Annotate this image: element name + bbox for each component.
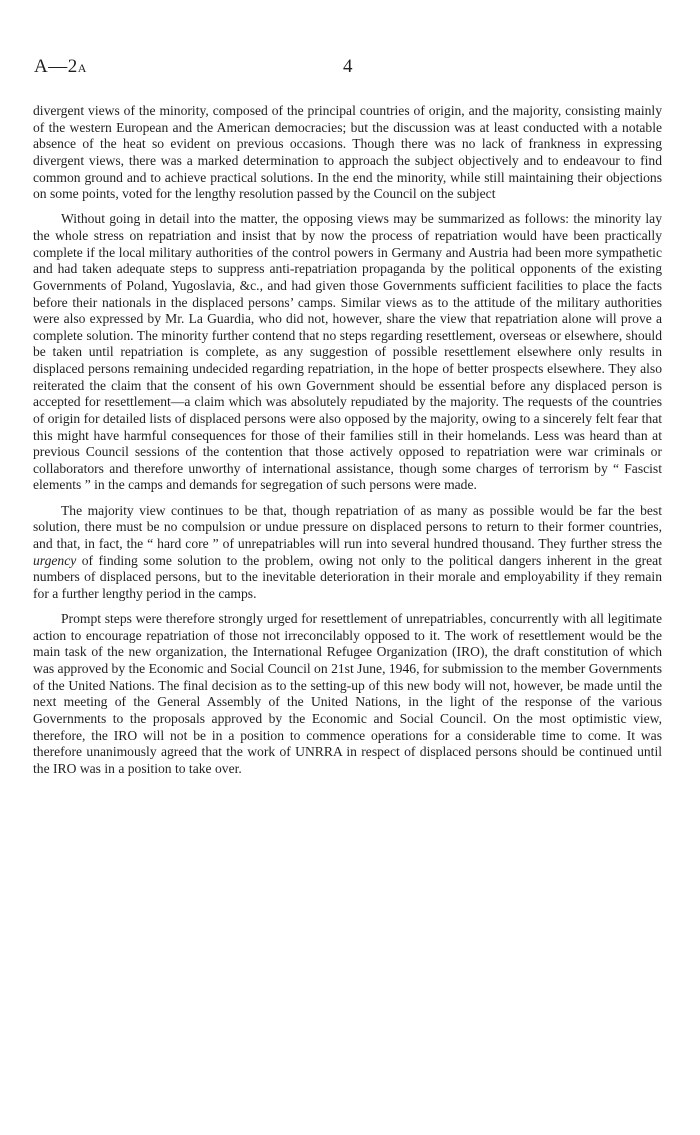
- body-text: [33, 103, 662, 777]
- paragraph-resettlement: Prompt steps were therefore strongly urged for resettlement of unrepatriables, concurrently with all legitimate action to encourage repatriation of those not irreconcilably opposed to it. The work of resettlement would be the main task of the new organization, the International Refugee Organization (IRO), the draft constitution of which was approved by the Economic and Social Council on 21st June, 1946, for submission to the member Governments of the United Nations. The final decision as to the setting-up of this new body will not, however, be made until the next meeting of the General Assembly of the United Nations, in the light of the response of the various Governments to the proposals approved by the Economic and Social Council. On the most optimistic view, therefore, the IRO will not be in a position to commence operations for a considerable time to come. It was therefore unanimously agreed that the work of UNRRA in respect of displaced persons should be continued until the IRO was in a position to take over.: [33, 611, 662, 776]
- document-reference-main: A—2: [34, 56, 78, 77]
- document-reference-suffix: A: [77, 61, 87, 75]
- paragraph-continuation: divergent views of the minority, composed of the principal countries of origin, and the majority, consisting mainly of the western European and the American democracies; but the discussion was at least conducted with a notable absence of the heat so evident on previous occasions. Though there was no lack of frankness in expressing divergent views, there was a marked determination to approach the subject objectively and to endeavour to find common ground and to achieve practical solutions. In the end the minority, while still maintaining their objections on some points, voted for the lengthy resolution passed by the Council on the subject: [33, 103, 662, 202]
- majority-view-text-before: The majority view continues to be that, though repatriation of as many as possible would be far the best solution, there must be no compulsion or undue pressure on displaced persons to return to their former countries, and that, in fact, the “ hard core ” of unrepatriables will run into several hundred thousand. They further stress the: [33, 502, 662, 551]
- document-reference: [34, 56, 87, 78]
- paragraph-opposing-views: Without going in detail into the matter, the opposing views may be summarized as follows: the minority lay the whole stress on repatriation and insist that by now the process of repatriation would have been practically complete if the local military authorities of the control powers in Germany and Austria had been more sympathetic and had taken adequate steps to suppress anti-repatriation propaganda by the political opponents of the existing Governments of Poland, Yugoslavia, &c., and had given those Governments sufficient facilities to place the facts before their nationals in the displaced persons’ camps. Similar views as to the attitude of the military authorities were also expressed by Mr. La Guardia, who did not, however, share the view that repatriation alone will prove a complete solution. The minority further contend that no steps regarding resettlement, overseas or elsewhere, should be taken until repatriation is complete, as any suggestion of possible resettlement elsewhere only results in displaced persons remaining undecided regarding repatriation, in the hope of better prospects elsewhere. They also reiterated the claim that the consent of his own Government should be essential before any displaced person is accepted for resettlement—a claim which was absolutely repudiated by the majority. The requests of the countries of origin for detailed lists of displaced persons were also opposed by the majority, owing to a sincerely felt fear that this might have harmful consequences for those of their families still in their homelands. Less was heard than at previous Council sessions of the contention that those actively opposed to repatriation were war criminals or collaborators and therefore unworthy of international assistance, though some charges of terrorism by “ Fascist elements ” in the camps and demands for segregation of such persons were made.: [33, 211, 662, 493]
- page-number: 4: [343, 56, 353, 77]
- majority-view-text-after: of finding some solution to the problem, owing not only to the political dangers inherent in the great numbers of displaced persons, but to the inevitable deterioration in their morale and employability if they remain for a further lengthy period in the camps.: [33, 552, 662, 601]
- paragraph-majority-view: [33, 503, 662, 603]
- emphasized-word-urgency: urgency: [33, 552, 77, 568]
